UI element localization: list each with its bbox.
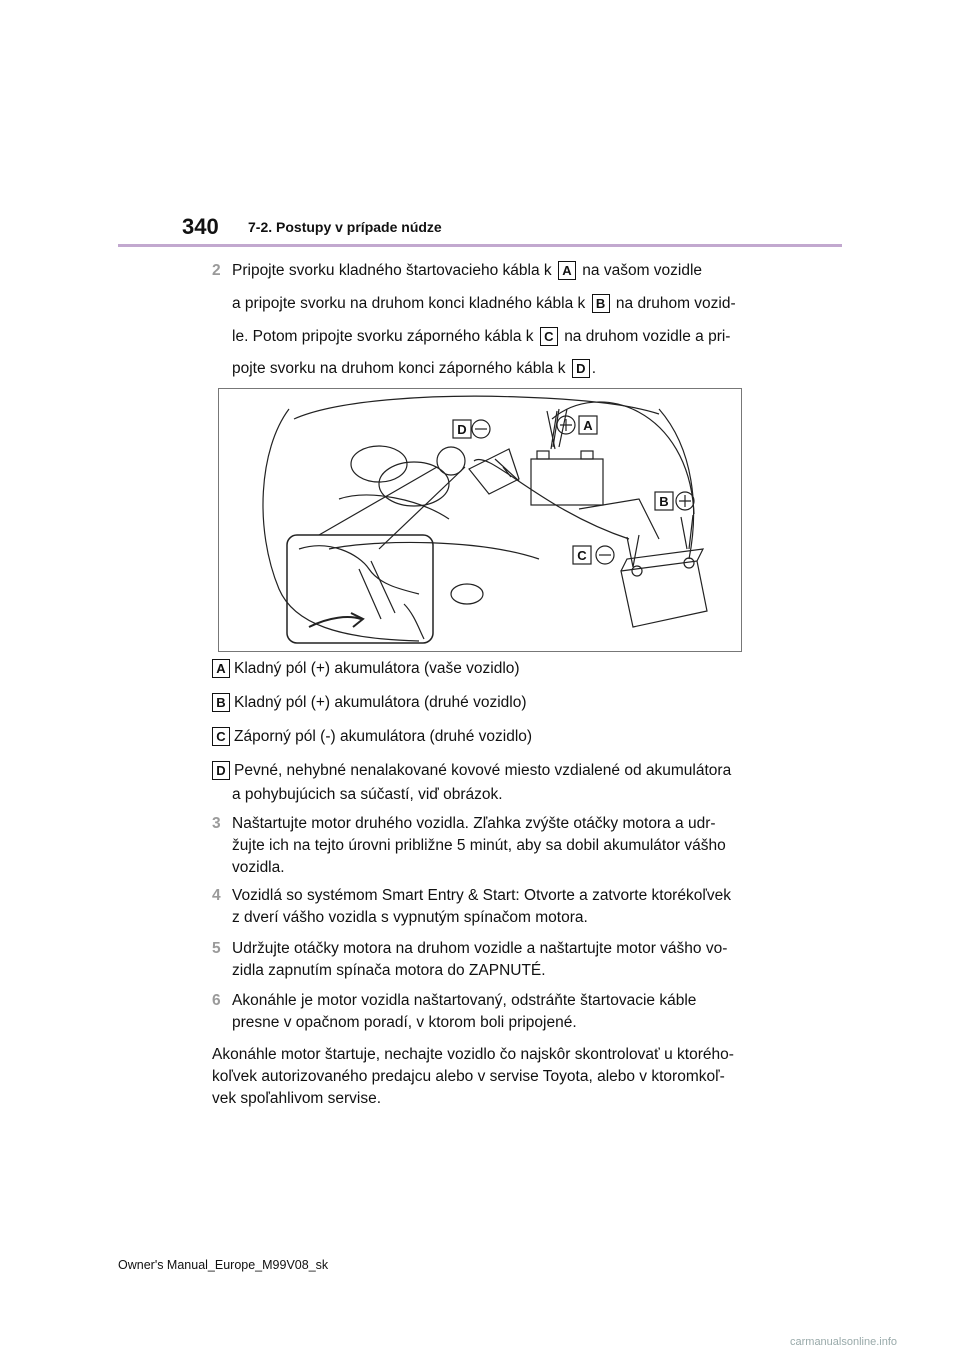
legend-text-b: Kladný pól (+) akumulátora (druhé vozidlo): [234, 694, 527, 711]
label-box-a: A: [558, 261, 576, 280]
step2-text: a pripojte svorku na druhom konci kladného kábla k: [232, 295, 586, 312]
step5-line-2: zidla zapnutím spínača motora do ZAPNUTÉ.: [232, 962, 546, 979]
step-number-4: 4: [212, 887, 221, 904]
closing-line-2: koľvek autorizovaného predajcu alebo v servise Toyota, alebo v ktoromkoľ-: [212, 1068, 725, 1085]
step2-line-1: [232, 257, 702, 286]
watermark-text: carmanualsonline.info: [790, 1336, 898, 1348]
step6-line-2: presne v opačnom poradí, v ktorom boli pripojené.: [232, 1014, 577, 1031]
legend-text-a: Kladný pól (+) akumulátora (vaše vozidlo): [234, 660, 520, 677]
figure-label-a: A: [583, 418, 593, 433]
step2-line-3: [232, 323, 730, 352]
step4-line-1: Vozidlá so systémom Smart Entry & Start: Otvorte a zatvorte ktorékoľvek: [232, 887, 731, 904]
closing-line-3: vek spoľahlivom servise.: [212, 1090, 382, 1107]
step2-text: na druhom vozidle a pri-: [564, 328, 731, 345]
legend-text-c: Záporný pól (-) akumulátora (druhé vozidlo): [234, 728, 533, 745]
legend-item-a: [212, 655, 520, 684]
legend-box-a: A: [212, 659, 230, 678]
step6-line-1: Akonáhle je motor vozidla naštartovaný, odstráňte štartovacie káble: [232, 992, 697, 1009]
legend-box-c: C: [212, 727, 230, 746]
label-box-d: D: [572, 359, 590, 378]
step2-text: pojte svorku na druhom konci záporného kábla k: [232, 360, 566, 377]
step2-line-2: [232, 290, 736, 319]
step2-text: na vašom vozidle: [582, 262, 703, 279]
legend-box-d: D: [212, 761, 230, 780]
label-box-b: B: [592, 294, 610, 313]
legend-item-c: [212, 723, 532, 752]
step2-line-4: [232, 355, 596, 384]
step3-line-1: Naštartujte motor druhého vozidla. Zľahka zvýšte otáčky motora a udr-: [232, 815, 716, 832]
step-number-2: 2: [212, 262, 221, 279]
step-number-3: 3: [212, 815, 221, 832]
closing-line-1: Akonáhle motor štartuje, nechajte vozidlo čo najskôr skontrolovať u ktorého-: [212, 1046, 734, 1063]
figure-label-d: D: [457, 422, 467, 437]
legend-item-b: [212, 689, 527, 718]
label-box-c: C: [540, 327, 558, 346]
legend-box-b: B: [212, 693, 230, 712]
step3-line-3: vozidla.: [232, 859, 285, 876]
step-number-5: 5: [212, 940, 221, 957]
legend-text-d: Pevné, nehybné nenalakované kovové miesto vzdialené od akumulátora: [234, 762, 732, 779]
engine-bay-illustration: [218, 388, 742, 652]
step2-text: le. Potom pripojte svorku záporného kábla k: [232, 328, 534, 345]
header-divider: [118, 244, 842, 247]
page-number: 340: [182, 214, 219, 239]
chapter-title: 7-2. Postupy v prípade núdze: [248, 219, 442, 235]
step2-text: na druhom vozid-: [615, 295, 736, 312]
step5-line-1: Udržujte otáčky motora na druhom vozidle a naštartujte motor vášho vo-: [232, 940, 728, 957]
figure-label-c: C: [577, 548, 587, 563]
step2-text: Pripojte svorku kladného štartovacieho kábla k: [232, 262, 552, 279]
step3-line-2: žujte ich na tejto úrovni približne 5 minút, aby sa dobil akumulátor vášho: [232, 837, 726, 854]
step2-text: .: [591, 360, 597, 377]
jump-start-diagram: [219, 389, 741, 651]
figure-label-b: B: [659, 494, 669, 509]
legend-text-d-cont: a pohybujúcich sa súčastí, viď obrázok.: [232, 786, 503, 803]
footer-manual-id: Owner's Manual_Europe_M99V08_sk: [118, 1258, 329, 1272]
step-number-6: 6: [212, 992, 221, 1009]
step4-line-2: z dverí vášho vozidla s vypnutým spínačom motora.: [232, 909, 588, 926]
